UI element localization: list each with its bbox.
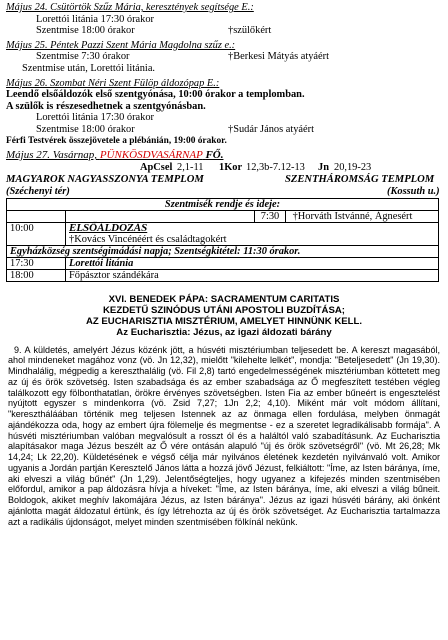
mass-time: Szentmise 18:00 órakor [36, 25, 135, 37]
readings-line [6, 162, 442, 174]
mass-schedule-table [6, 198, 439, 282]
article-subtitle: Az Eucharisztia: Jézus, az igazi áldozati bárány [116, 327, 332, 339]
parents-confession: A szülők is részesedhetnek a szentgyónásban. [6, 100, 206, 112]
article-body: 9. A küldetés, amelyért Jézus közénk jött, a húsvéti misztériumban teljesedett be. A kereszt magasából, ahol mindeneket magához vonz (vö. Jn 12,32), mielőtt "kilehelte lelkét", mondja: "Beteljesedett" (Jn 19,30). Mindhalálig, mégpedig a kereszthalálig (vö. Fil 2,8) tartó engedelmességének misztériumban köttetett meg az új és örök szövetség. Isten szabadsága és az ember szabadsága az Ő megfeszített testében végleg találkozott egy fölbonthatatlan, örökre érvényes szövetségben. Isten Fia az ember bűneért is engesztelést nyújtott egyszer s mindenkorra (vö. Zsid 7,27; 1Jn 2,2; 4,10). Miként már volt módom állítani, "keresztháláában történik meg teljesen Istennek az az önmaga ellen fordulása, melyben önmagát ajándékozza oda, hogy az embert újra fölemelje és megmentse - ez a szeretet legradikálisabb formája". A húsvéti misztériumban valóban megvalósult a rosszt ól és a haláltól való szabadításunk. Az Eucharisztia alapításakor maga Jézus beszélt az Ő vére ontásán alapuló "új és örök szövetségről" (vö. Mt 26,28; Mk 14,24; Lk 22,20). Küldetésének e végső célja már nyilvános életének kezdetén nyilvánvaló volt. Amikor ugyanis a Jordán partján Keresztelő János látta a hozzá jövő Jézust, felkiáltott: "Íme, az Isten báránya, íme, aki elveszi a világ bűnét" (Jn 1,29). Jelentőségteljes, hogy ugyanez a kifejezés minden szentmisében előfordul, amikor a pap áldozásra hívja a híveket: "Íme, az Isten báránya, íme, aki elveszi a világ bűneit. Boldogok, akiket meghív lakomájára Jézus, az Isten báránya". Jézus az igazi húsvéti bárány, aki önként ajánlotta magát áldozatul értünk, és így létrehozta az új és örök szövetséget. Az Eucharisztia tartalmazza azt a radikális újdonságot, melyet minden szentmisében fölkínál nekünk. [8, 344, 440, 527]
reading-2-ref: 12,3b-7.12-13 [246, 161, 305, 173]
article-title [6, 294, 442, 328]
bishop-intention: Főpásztor szándékára [66, 269, 439, 281]
first-communion-confession: Leendő elsőáldozók első szentgyónása, 10:00 órakor a templomban. [6, 89, 305, 101]
brothers-meeting: Férfi Testvérek összejövetele a plébánián, 19:00 órakor. [6, 135, 227, 146]
bulletin-page [6, 2, 442, 527]
article-title-line3: AZ EUCHARISZTIA MISZTÉRIUM, AMELYET HINNÜNK KELL. [85, 316, 363, 328]
reading-1-ref: 2,1-11 [177, 161, 204, 173]
mass-intention: †Berkesi Mátyás atyáért [228, 51, 329, 63]
reading-1-label: ApCsel [140, 161, 173, 173]
mass-time: Szentmise 18:00 órakor [36, 123, 135, 135]
time-1730: 17:30 [7, 257, 66, 269]
mass-intention: †szülőkért [228, 25, 272, 37]
day-header-may27 [6, 150, 442, 162]
article-title-line2: KEZDETŰ SZINÓDUS UTÁNI APOSTOLI BUZDÍTÁSA; [103, 304, 345, 316]
day-header-may26: Május 26. Szombat Néri Szent Fülöp áldozópap E.: [6, 77, 220, 89]
article-title-line1: XVI. BENEDEK PÁPA: SACRAMENTUM CARITATIS [108, 293, 340, 305]
row-730 [255, 210, 439, 222]
adoration-day-note: Egyházközség szentségimádási napja; Szentségkitétel: 11:30 órakor. [7, 245, 439, 257]
day-header-may24: Május 24. Csütörtök Szűz Mária, keresztények segítsége E.: [6, 2, 254, 13]
reading-3-label: Jn [318, 161, 329, 173]
litany-1730: Lorettói litánia [66, 257, 439, 269]
litany-time: Lorettói litánia 17:30 órakor [36, 13, 155, 25]
first-communion-cell [66, 222, 439, 245]
day-header-may25: Május 25. Péntek Pazzi Szent Mária Magdolna szűz e.: [6, 39, 236, 51]
header-date: Május 27. Vasárnap, [6, 149, 98, 162]
church-names [6, 174, 442, 186]
header-rank: FŐ. [205, 149, 224, 162]
church-locations [6, 186, 442, 198]
reading-2-label: 1Kor [219, 161, 243, 173]
first-communion-title: ELSŐÁLDOZÁS [69, 221, 148, 234]
mass-intention: †Sudár János atyáért [228, 123, 314, 135]
header-feast: PÜNKÖSDVASÁRNAP [99, 149, 203, 162]
reading-3-ref: 20,19-23 [334, 161, 372, 173]
time-730: 7:30 [255, 211, 286, 222]
church-left: MAGYAROK NAGYASSZONYA TEMPLOM [6, 173, 204, 185]
mass-time: Szentmise 7:30 órakor [36, 51, 130, 63]
schedule-heading: Szentmisék rendje és ideje: [7, 198, 439, 210]
time-1000: 10:00 [7, 222, 66, 245]
first-communion-intention: †Kovács Vincénéért és családtagokért [69, 233, 227, 245]
church-left-location: (Széchenyi tér) [6, 185, 70, 197]
litany-time: Lorettói litánia 17:30 órakor [36, 112, 155, 124]
litany-note: Szentmise után, Lorettói litánia. [22, 62, 156, 74]
church-right: SZENTHÁROMSÁG TEMPLOM [285, 173, 435, 185]
church-right-location: (Kossuth u.) [387, 185, 440, 197]
time-1800: 18:00 [7, 269, 66, 281]
intention-730: †Horváth Istvánné, Ágnesért [292, 210, 413, 222]
